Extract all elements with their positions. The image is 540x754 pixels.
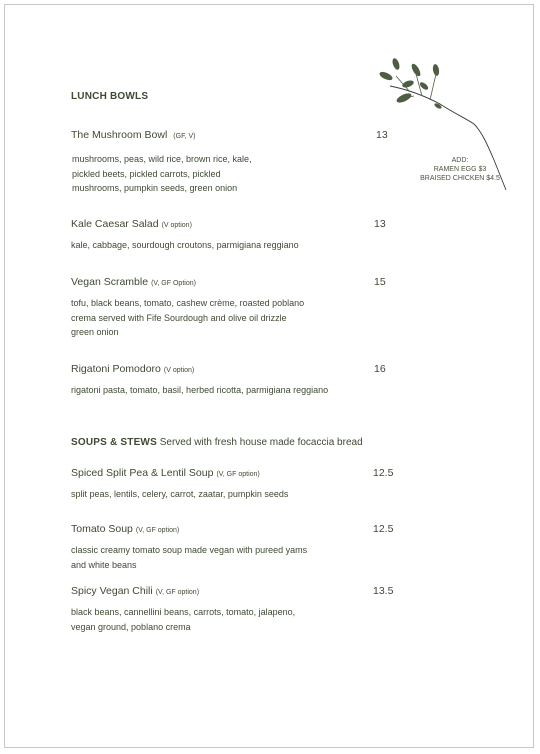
item-description	[71, 543, 307, 572]
menu-item-name	[71, 363, 194, 375]
item-title: Tomato Soup	[71, 523, 133, 535]
add-ons-label: ADD:	[451, 157, 469, 164]
item-description	[71, 383, 328, 398]
description-line: rigatoni pasta, tomato, basil, herbed ricotta, parmigiana reggiano	[71, 385, 329, 395]
menu-item-name	[71, 523, 179, 535]
item-title: Rigatoni Pomodoro	[71, 363, 161, 375]
description-line: tofu, black beans, tomato, cashew crème, roasted poblano	[71, 298, 305, 308]
item-description	[71, 296, 304, 340]
description-line: mushrooms, pumpkin seeds, green onion	[72, 183, 238, 193]
item-description	[71, 238, 299, 253]
dietary-tag: (V option)	[163, 367, 195, 374]
item-description	[71, 487, 288, 502]
dietary-tag: (V, GF option)	[155, 589, 200, 596]
dietary-tag: (V, GF option)	[135, 527, 180, 534]
item-title: Vegan Scramble	[71, 276, 149, 288]
dietary-tag: (GF, V)	[173, 133, 196, 140]
description-line: and white beans	[71, 559, 137, 570]
add-on-braised-chicken: BRAISED CHICKEN $4.5	[420, 175, 500, 182]
description-line: classic creamy tomato soup made vegan with pureed yams	[71, 545, 308, 555]
item-price: 12.5	[373, 467, 394, 479]
item-price: 15	[374, 276, 386, 288]
lunch-bowls-heading: LUNCH BOWLS	[71, 91, 149, 102]
item-title: Kale Caesar Salad	[71, 218, 159, 230]
menu-item-name	[71, 129, 195, 141]
add-on-ramen-egg: RAMEN EGG $3	[433, 166, 487, 173]
description-line: mushrooms, peas, wild rice, brown rice, kale,	[72, 154, 252, 164]
item-description	[72, 152, 252, 196]
dietary-tag: (V, GF Option)	[151, 280, 196, 287]
item-price: 13	[376, 129, 388, 141]
menu-item-name	[71, 585, 199, 597]
description-line: split peas, lentils, celery, carrot, zaatar, pumpkin seeds	[71, 489, 289, 499]
description-line: black beans, cannellini beans, carrots, tomato, jalapeno,	[71, 607, 296, 617]
menu-item-name	[71, 467, 260, 479]
item-title: Spiced Split Pea & Lentil Soup	[71, 467, 214, 479]
dietary-tag: (V option)	[161, 222, 192, 229]
soups-stews-heading	[71, 437, 363, 448]
description-line: kale, cabbage, sourdough croutons, parmigiana reggiano	[71, 240, 299, 250]
description-line: green onion	[71, 327, 119, 337]
description-line: vegan ground, poblano crema	[71, 621, 191, 632]
menu-item-name	[71, 276, 196, 288]
add-ons-note	[408, 156, 512, 183]
item-price: 16	[374, 363, 386, 375]
item-price: 13.5	[373, 585, 394, 597]
item-title: Spicy Vegan Chili	[71, 585, 153, 597]
soups-heading-note: Served with fresh house made focaccia bread	[159, 437, 363, 448]
item-price: 12.5	[373, 523, 394, 535]
item-price: 13	[374, 218, 386, 230]
menu-item-name	[71, 218, 192, 230]
item-description	[71, 605, 295, 634]
description-line: pickled beets, pickled carrots, pickled	[72, 168, 221, 179]
soups-heading-title: SOUPS & STEWS	[71, 437, 157, 448]
description-line: crema served with Fife Sourdough and olive oil drizzle	[71, 312, 287, 323]
item-title: The Mushroom Bowl	[71, 129, 168, 141]
dietary-tag: (V, GF option)	[216, 471, 260, 478]
